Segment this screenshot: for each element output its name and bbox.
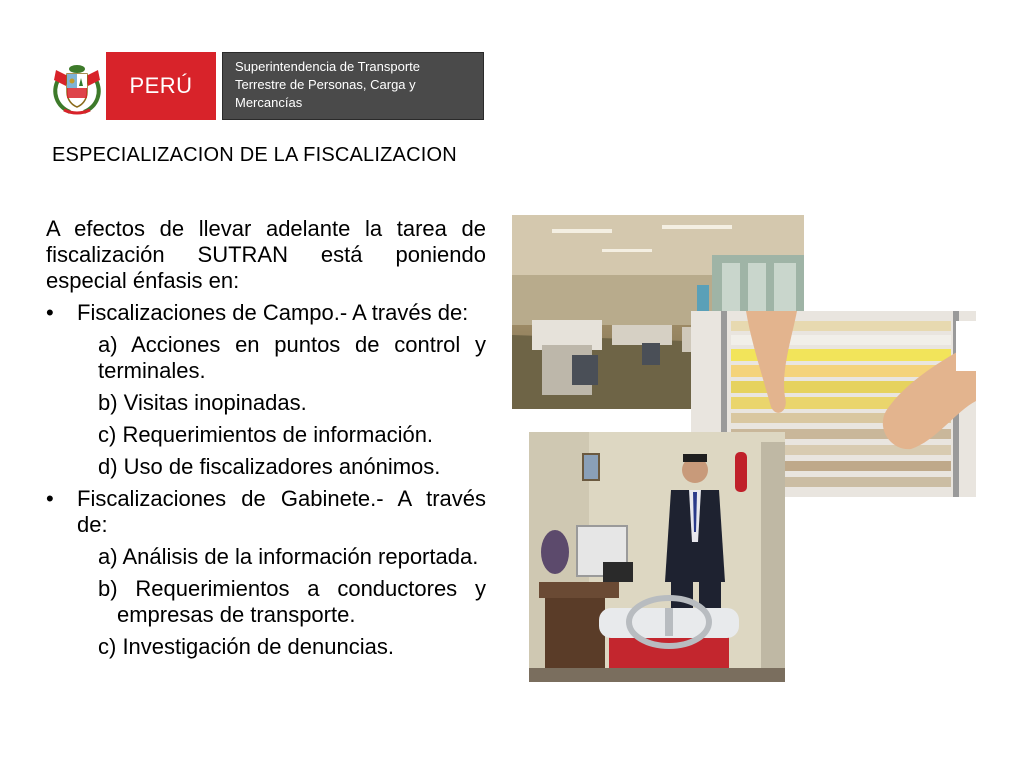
officer-with-equipment-photo	[529, 432, 785, 682]
sub-item: c) Investigación de denuncias.	[98, 634, 394, 659]
bullet-campo: • Fiscalizaciones de Campo.- A través de:	[46, 300, 486, 326]
sub-item: c) Requerimientos de información.	[98, 422, 434, 447]
intro-paragraph: A efectos de llevar adelante la tarea de fiscalización SUTRAN está poniendo especial énfasis en:	[46, 216, 486, 293]
sub-item: b) Requerimientos a conductores y empresas de transporte.	[98, 576, 486, 627]
bullet-gabinete: • Fiscalizaciones de Gabinete.- A través de:	[46, 486, 486, 538]
sub-item: a) Acciones en puntos de control y terminales.	[98, 332, 486, 383]
sub-item: b) Visitas inopinadas.	[98, 390, 307, 415]
slide-title: ESPECIALIZACION DE LA FISCALIZACION	[52, 144, 457, 166]
peru-label: PERÚ	[106, 52, 216, 120]
slide-body	[46, 216, 486, 666]
sub-item: d) Uso de fiscalizadores anónimos.	[98, 454, 441, 479]
agency-line-3: Mercancías	[235, 95, 303, 110]
agency-name	[222, 52, 484, 120]
sub-item: a) Análisis de la información reportada.	[98, 544, 479, 569]
agency-line-2: Terrestre de Personas, Carga y	[235, 77, 416, 92]
header-logo	[50, 52, 435, 120]
agency-line-1: Superintendencia de Transporte	[235, 59, 421, 74]
coat-of-arms-icon	[50, 60, 104, 116]
